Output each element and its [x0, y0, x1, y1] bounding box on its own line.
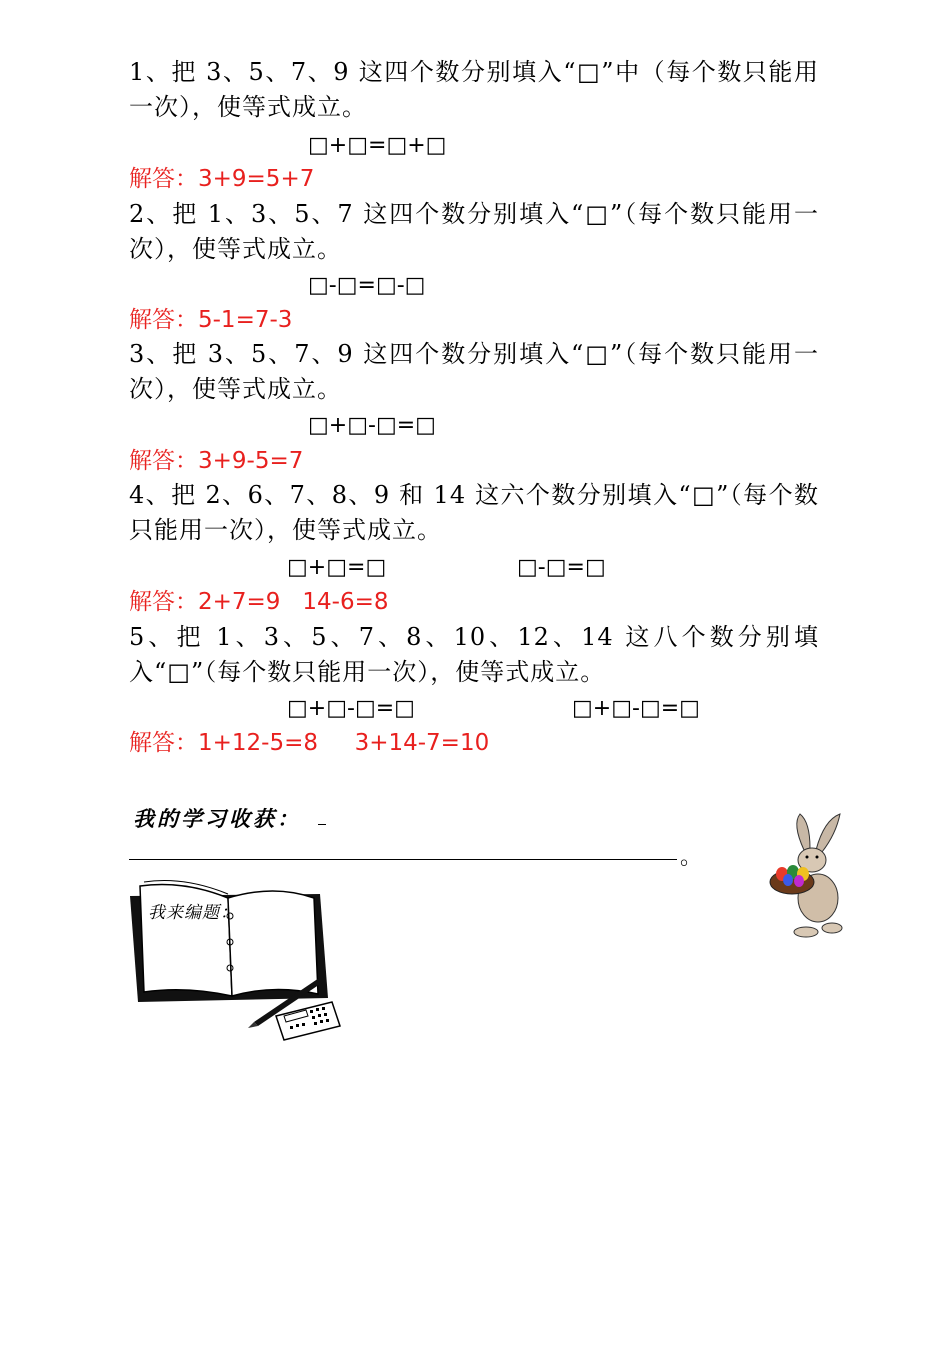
answer-4: 解答：2+7=9 14-6=8 — [129, 589, 389, 615]
equation-5b: □+□-□=□ — [572, 696, 700, 721]
equation-2: □-□=□-□ — [308, 273, 426, 298]
question-3: 3、把 3、5、7、9 这四个数分别填入“□”（每个数只能用一次），使等式成立。 — [129, 340, 819, 403]
equation-3: □+□-□=□ — [308, 413, 436, 438]
equation-1: □+□=□+□ — [308, 133, 447, 158]
bunny-easter-basket-icon — [762, 810, 854, 942]
answer-5: 解答：1+12-5=8 3+14-7=10 — [129, 730, 490, 756]
harvest-period: 。 — [680, 845, 703, 870]
question-2: 2、把 1、3、5、7 这四个数分别填入“□”（每个数只能用一次），使等式成立。 — [129, 200, 819, 263]
harvest-write-line — [129, 859, 677, 860]
question-5: 5、把 1、3、5、7、8、10、12、14 这八个数分别填入“□”（每个数只能用一次），使等式成立。 — [129, 623, 819, 686]
answer-3: 解答：3+9-5=7 — [129, 448, 304, 474]
question-1: 1、把 3、5、7、9 这四个数分别填入“□”中（每个数只能用一次），使等式成立。 — [129, 58, 819, 121]
calculator-icon — [276, 1002, 340, 1040]
notebook-label: 我来编题： — [148, 903, 238, 923]
answer-2: 解答：5-1=7-3 — [129, 307, 293, 333]
answer-1: 解答：3+9=5+7 — [129, 166, 315, 192]
harvest-label: 我的学习收获： — [133, 806, 301, 831]
equation-4b: □-□=□ — [517, 555, 606, 580]
harvest-short-line — [318, 824, 326, 825]
equation-5a: □+□-□=□ — [287, 696, 415, 721]
question-4: 4、把 2、6、7、8、9 和 14 这六个数分别填入“□”（每个数只能用一次），使等式成立。 — [129, 481, 819, 544]
equation-4a: □+□=□ — [287, 555, 387, 580]
